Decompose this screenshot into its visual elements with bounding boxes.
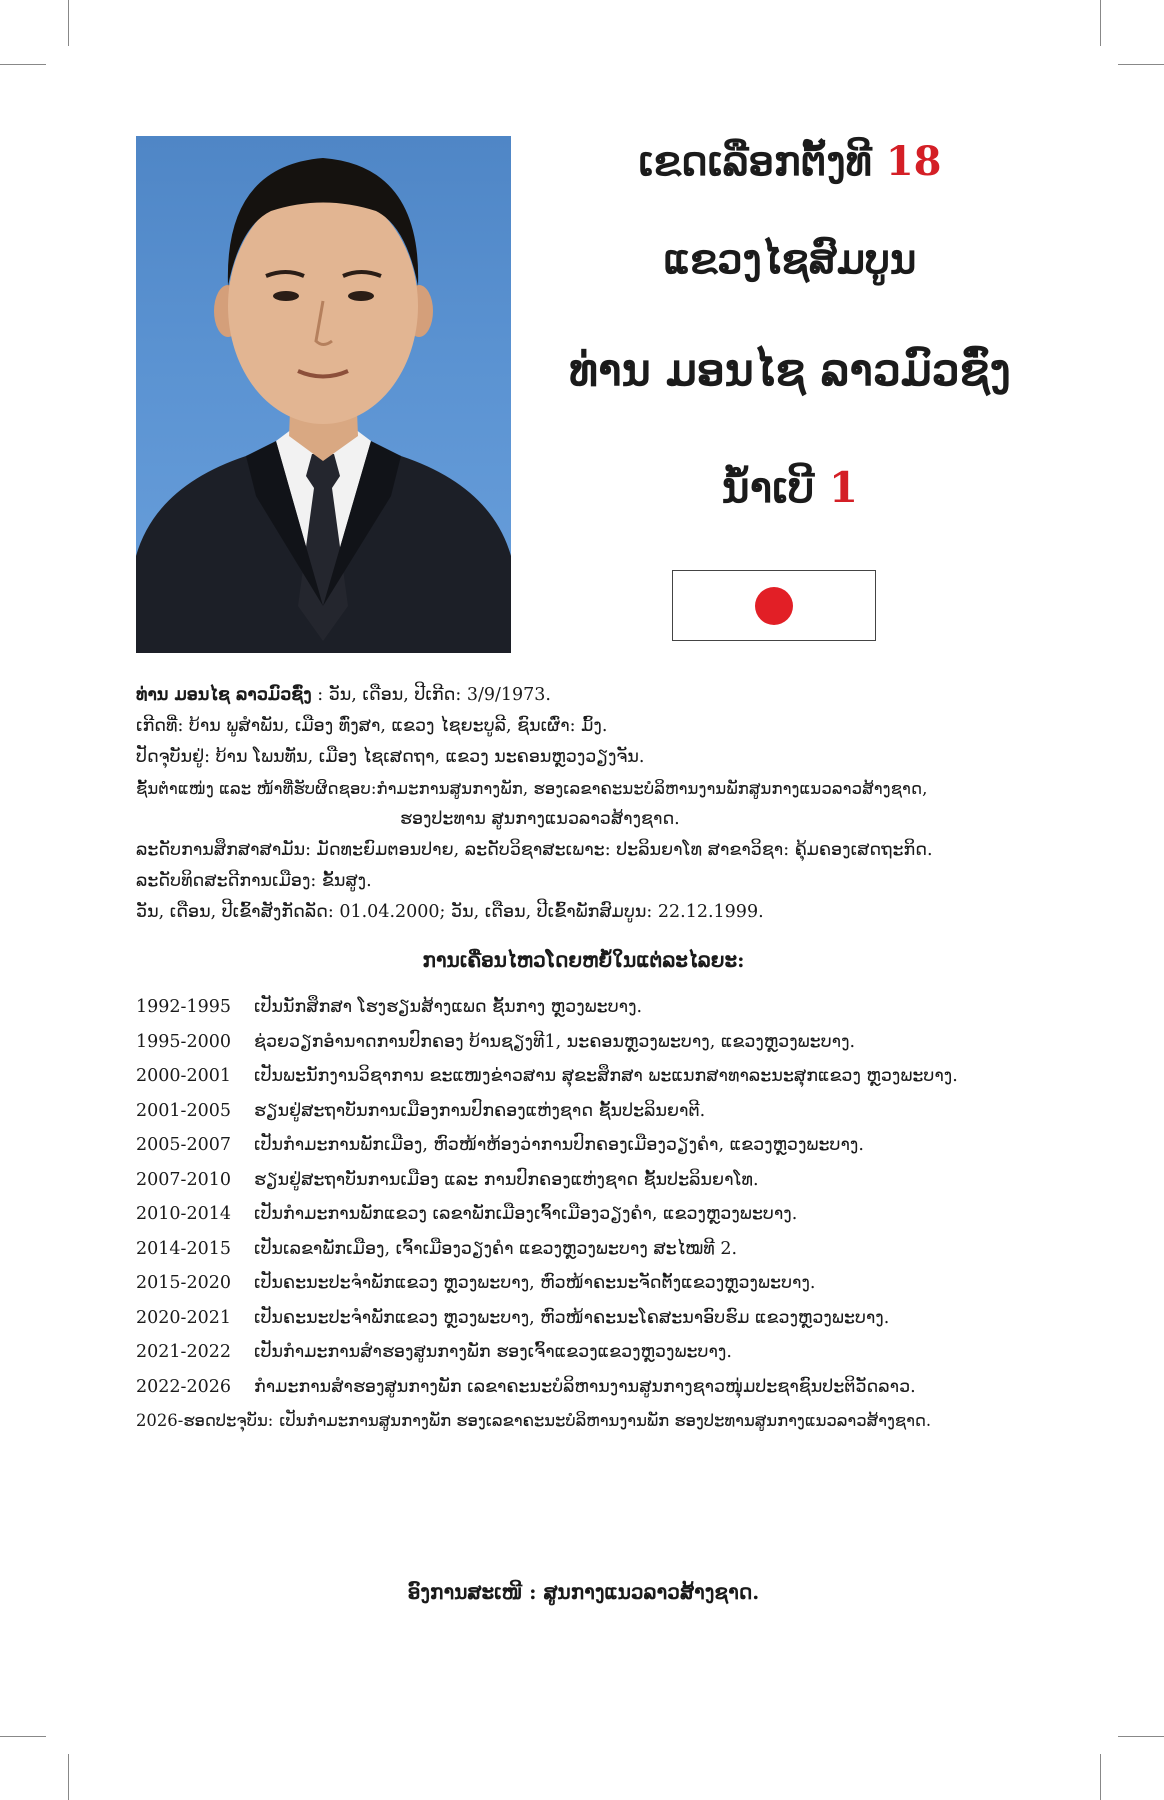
career-row: 2000-2001 ເປັນພະນັກງານວິຊາການ ຂະແໜງຂ່າວສານ ສຸຂະສຶກສາ ພະແນກສາທາລະນະສຸກແຂວງ ຫຼວງພະບາງ. — [136, 1066, 958, 1086]
career-list — [136, 997, 1036, 1446]
ballot-number: 1 — [828, 463, 859, 512]
career-row: 2021-2022 ເປັນກໍາມະການສໍາຮອງສູນກາງພັກ ຮອງເຈົ້າແຂວງແຂວງຫຼວງພະບາງ. — [136, 1342, 732, 1362]
career-row: 2010-2014 ເປັນກໍາມະການພັກແຂວງ ເລຂາພັກເມືອງເຈົ້າເມືອງວຽງຄໍາ, ແຂວງຫຼວງພະບາງ. — [136, 1204, 798, 1224]
district-number: 18 — [885, 138, 942, 185]
district-heading — [540, 138, 1040, 185]
career-row: 2007-2010 ຮຽນຢູ່ສະຖາບັນການເມືອງ ແລະ ການປົກຄອງແຫ່ງຊາດ ຊັ້ນປະລິນຍາໂທ. — [136, 1169, 759, 1190]
bio-residence: ປັດຈຸບັນຢູ່: ບ້ານ ໂພນທັນ, ເມືອງ ໄຊເສດຖາ, ແຂວງ ນະຄອນຫຼວງວຽງຈັນ. — [136, 747, 645, 767]
crop-mark — [0, 64, 46, 65]
nominating-organization: ອົງການສະເໜີ : ສູນກາງແນວລາວສ້າງຊາດ. — [407, 1580, 760, 1604]
portrait-illustration — [136, 136, 511, 653]
career-row: 1992-1995 ເປັນນັກສຶກສາ ໂຮງຮຽນສ້າງແພດ ຊັ້ນກາງ ຫຼວງພະບາງ. — [136, 997, 643, 1017]
candidate-name-heading: ທ່ານ ມອນໄຊ ລາວມົວຊົ່ງ — [569, 345, 1011, 396]
flag-red-dot — [755, 587, 793, 625]
japan-flag-icon — [672, 570, 876, 641]
bio-birthplace: ເກີດທີ່: ບ້ານ ພູສໍາພັນ, ເມືອງ ທົ່ງສາ, ແຂວງ ໄຊຍະບູລີ, ຊົນເຜົ່າ: ມົ້ງ. — [136, 716, 608, 736]
crop-mark — [1118, 64, 1164, 65]
career-row: 2026-ຮອດປະຈຸບັນ: ເປັນກໍາມະການສູນກາງພັກ ຮອງເລຂາຄະນະບໍລິຫານງານພັກ ຮອງປະທານສູນກາງແນວລາວສ້າງຊາດ. — [136, 1411, 932, 1430]
career-row: 2022-2026 ກໍາມະການສໍາຮອງສູນກາງພັກ ເລຂາຄະນະບໍລິຫານງານສູນກາງຊາວໜຸ່ມປະຊາຊົນປະຕິວັດລາວ. — [136, 1376, 916, 1397]
crop-mark — [68, 1754, 69, 1800]
bio-political-level: ລະດັບທິດສະດີການເມືອງ: ຂັ້ນສູງ. — [136, 871, 372, 891]
crop-mark — [0, 1736, 46, 1737]
crop-mark — [1100, 0, 1101, 46]
career-row: 2001-2005 ຮຽນຢູ່ສະຖາບັນການເມືອງການປົກຄອງແຫ່ງຊາດ ຊັ້ນປະລິນຍາຕີ. — [136, 1100, 706, 1121]
career-row: 2005-2007 ເປັນກໍາມະການພັກເມືອງ, ຫົວໜ້າຫ້ອງວ່າການປົກຄອງເມືອງວຽງຄໍາ, ແຂວງຫຼວງພະບາງ. — [136, 1135, 864, 1155]
district-label: ເຂດເລືອກຕັ້ງທີ — [638, 138, 872, 185]
ballot-number-heading — [540, 463, 1040, 512]
bio-education: ລະດັບການສຶກສາສາມັນ: ມັດທະຍົມຕອນປາຍ, ລະດັບວິຊາສະເພາະ: ປະລິນຍາໂທ ສາຂາວິຊາ: ຄຸ້ມຄອງເສດຖະກິດ. — [136, 840, 933, 860]
bio-position-continued: ຮອງປະທານ ສູນກາງແນວລາວສ້າງຊາດ. — [400, 809, 680, 829]
crop-mark — [68, 0, 69, 46]
ballot-label: ນໍ້າເບີ — [721, 463, 815, 512]
bio-birth-date-line: ທ່ານ ມອນໄຊ ລາວມົວຊົ່ງ : ວັນ, ເດືອນ, ປີເກີດ: 3/9/1973. — [136, 685, 551, 705]
career-row: 2015-2020 ເປັນຄະນະປະຈໍາພັກແຂວງ ຫຼວງພະບາງ, ຫົວໜ້າຄະນະຈັດຕັ້ງແຂວງຫຼວງພະບາງ. — [136, 1273, 816, 1293]
crop-mark — [1118, 1736, 1164, 1737]
career-row: 2014-2015 ເປັນເລຂາພັກເມືອງ, ເຈົ້າເມືອງວຽງຄໍາ ແຂວງຫຼວງພະບາງ ສະໄໝທີ 2. — [136, 1238, 738, 1259]
bio-name: ທ່ານ ມອນໄຊ ລາວມົວຊົ່ງ — [136, 685, 312, 705]
career-row: 1995-2000 ຊ່ວຍວຽກອໍານາດການປົກຄອງ ບ້ານຊຽງທີ1, ນະຄອນຫຼວງພະບາງ, ແຂວງຫຼວງພະບາງ. — [136, 1031, 856, 1052]
bio-membership-dates: ວັນ, ເດືອນ, ປີເຂົ້າສັງກັດລັດ: 01.04.2000; ວັນ, ເດືອນ, ປີເຂົ້າພັກສົມບູນ: 22.12.1999. — [136, 902, 764, 922]
career-row: 2020-2021 ເປັນຄະນະປະຈໍາພັກແຂວງ ຫຼວງພະບາງ, ຫົວໜ້າຄະນະໂຄສະນາອົບຮົມ ແຂວງຫຼວງພະບາງ. — [136, 1307, 890, 1328]
career-heading: ການເຄື່ອນໄຫວໂດຍຫຍໍ້ໃນແຕ່ລະໄລຍະ: — [422, 948, 745, 972]
biography — [136, 680, 1036, 928]
candidate-photo — [136, 136, 511, 653]
bio-position: ຊັ້ນຕໍາແໜ່ງ ແລະ ໜ້າທີ່ຮັບຜິດຊອບ:ກໍາມະການສູນກາງພັກ, ຮອງເລຂາຄະນະບໍລິຫານງານພັກສູນກາງແນວລາວສ້າງຊາດ, — [136, 779, 928, 798]
crop-mark — [1100, 1754, 1101, 1800]
province-heading: ແຂວງໄຊສົມບູນ — [663, 236, 917, 283]
